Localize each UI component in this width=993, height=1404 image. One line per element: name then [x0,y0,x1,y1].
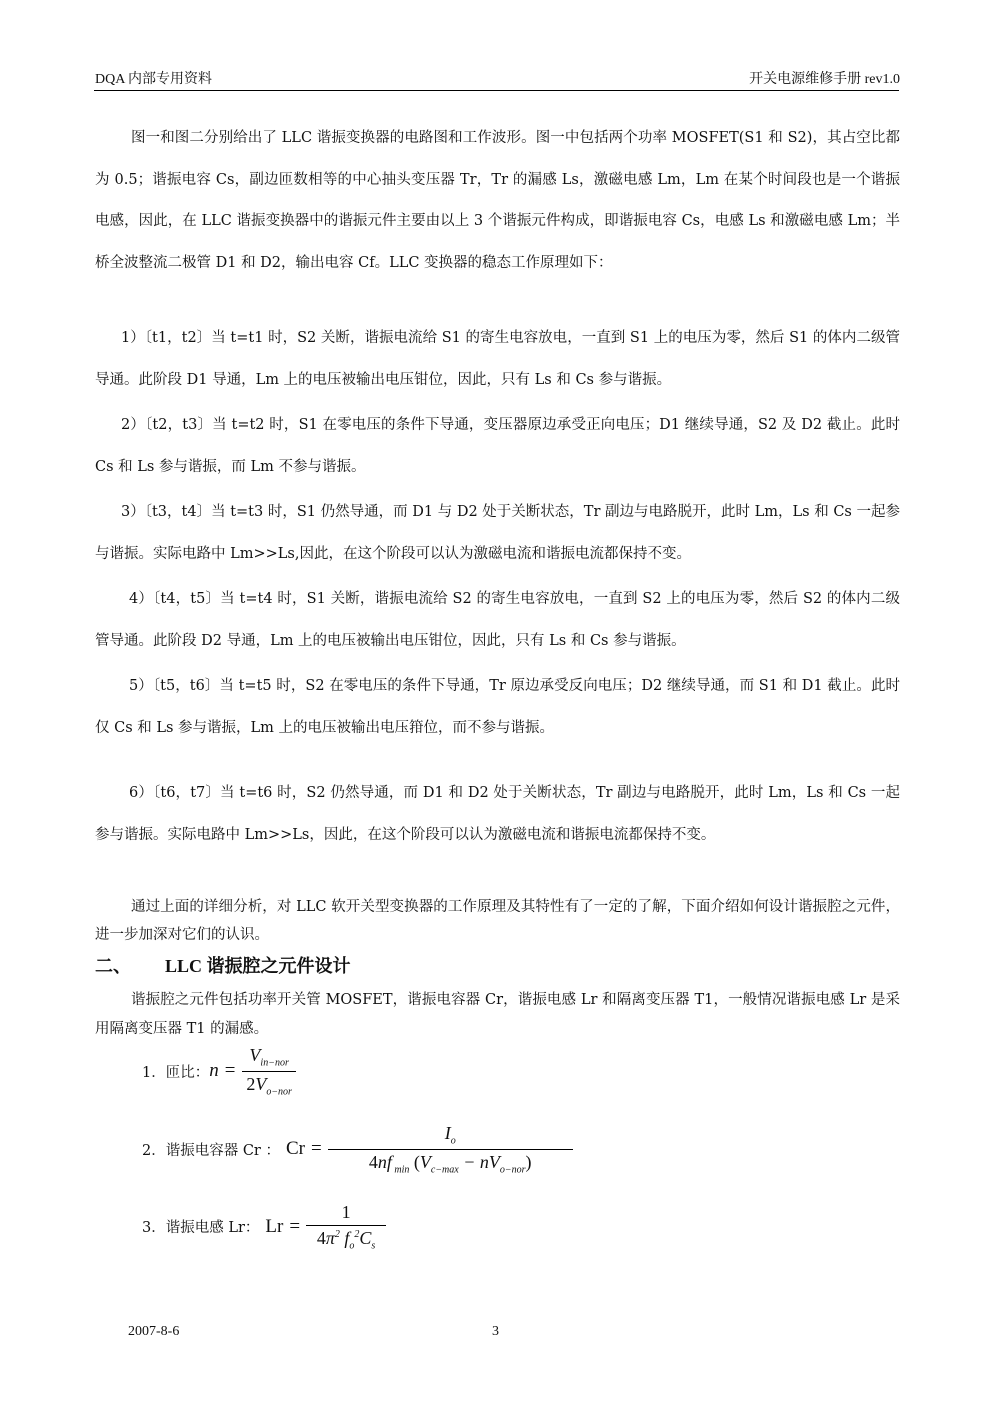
stage-item-6: 6）〔t6，t7〕当 t=t6 时，S2 仍然导通，而 D1 和 D2 处于关断状态，Tr 副边与电路脱开，此时 Lm，Ls 和 Cs 一起参与谐振。实际电路中 Lm>>Ls，因此，在这个阶段可以认为激磁电流和谐振电流都保持不变。 [95,785,900,843]
intro-paragraph: 图一和图二分别给出了 LLC 谐振变换器的电路图和工作波形。图一中包括两个功率 MOSFET(S1 和 S2)，其占空比都为 0.5；谐振电容 Cs，副边匝数相等的中心抽头变压器 Tr，Tr 的漏感 Ls，激磁电感 Lm，Lm 在某个时间段也是一个谐振电感，因此，在 LLC 谐振变换器中的谐振元件主要由以上 3 个谐振元件构成，即谐振电容 Cs，电感 Ls 和激磁电感 Lm；半桥全波整流二极管 D1 和 D2，输出电容 Cf。LLC 变换器的稳态工作原理如下： [95,130,900,271]
stage-item-1: 1）〔t1，t2〕当 t=t1 时，S2 关断，谐振电流给 S1 的寄生电容放电，一直到 S1 上的电压为零，然后 S1 的体内二级管导通。此阶段 D1 导通，Lm 上的电压被输出电压钳位，因此，只有 Ls 和 Cs 参与谐振。 [95,330,900,388]
header-rule [94,90,899,91]
section-number: 二、 [95,956,131,977]
formula-1-expression: n = $\frac{V_{in-nor}}{2V_{o-nor}}$ [209,1045,296,1097]
stage-item-2: 2）〔t2，t3〕当 t=t2 时，S1 在零电压的条件下导通，变压器原边承受正向电压；D1 继续导通，S2 及 D2 截止。此时 Cs 和 Ls 参与谐振，而 Lm 不参与谐振。 [95,417,900,475]
formula-3-expression: $\frac{1}{4\pi^2 f_o^2C_s}$ [306,1202,386,1252]
header-right: 开关电源维修手册 rev1.0 [749,72,900,87]
formula-3-lhs: Lr [265,1215,284,1237]
formula-turns-ratio [142,1045,296,1097]
formula-resonant-inductor: 3．谐振电感 Lr： Lr = $\frac{1}{4\pi^2 f_o^2C_s}$ [142,1202,386,1252]
summary-paragraph: 通过上面的详细分析，对 LLC 软开关型变换器的工作原理及其特性有了一定的了解，下面介绍如何设计谐振腔之元件，进一步加深对它们的认识。 [95,899,900,943]
formula-2-expression: $\frac{I_o}{4nf _{min} (V_{c-max} - nV_{o-nor})}$ [328,1123,573,1175]
header-left: DQA 内部专用资料 [95,72,213,87]
footer-page-number: 3 [492,1324,499,1339]
stage-item-4: 4）〔t4，t5〕当 t=t4 时，S1 关断，谐振电流给 S2 的寄生电容放电，一直到 S2 上的电压为零，然后 S2 的体内二级管导通。此阶段 D2 导通，Lm 上的电压被输出电压钳位，因此，只有 Ls 和 Cs 参与谐振。 [95,591,900,649]
section-title: LLC 谐振腔之元件设计 [165,956,351,976]
stage-item-5: 5）〔t5，t6〕当 t=t5 时，S2 在零电压的条件下导通，Tr 原边承受反向电压；D2 继续导通，而 S1 和 D1 截止。此时仅 Cs 和 Ls 参与谐振，Lm 上的电压被输出电压箝位，而不参与谐振。 [95,678,900,736]
footer-date: 2007-8-6 [128,1324,180,1339]
formula-2-label: 2．谐振电容器 Cr ： [142,1142,280,1159]
section-heading [95,952,351,978]
formula-1-label: 1．匝比： [142,1064,210,1081]
section-intro-paragraph: 谐振腔之元件包括功率开关管 MOSFET，谐振电容器 Cr，谐振电感 Lr 和隔离变压器 T1，一般情况谐振电感 Lr 是采用隔离变压器 T1 的漏感。 [95,992,900,1037]
stage-item-3: 3）〔t3，t4〕当 t=t3 时，S1 仍然导通，而 D1 与 D2 处于关断状态，Tr 副边与电路脱开，此时 Lm，Ls 和 Cs 一起参与谐振。实际电路中 Lm>>Ls,因此，在这个阶段可以认为激磁电流和谐振电流都保持不变。 [95,504,900,562]
formula-3-label: 3．谐振电感 Lr： [142,1220,260,1237]
formula-2-lhs: Cr [285,1138,305,1160]
formula-resonant-capacitor: 2．谐振电容器 Cr ： Cr = $\frac{I_o}{4nf _{min} (V_{c-max} - nV_{o-nor})}$ [142,1123,573,1175]
